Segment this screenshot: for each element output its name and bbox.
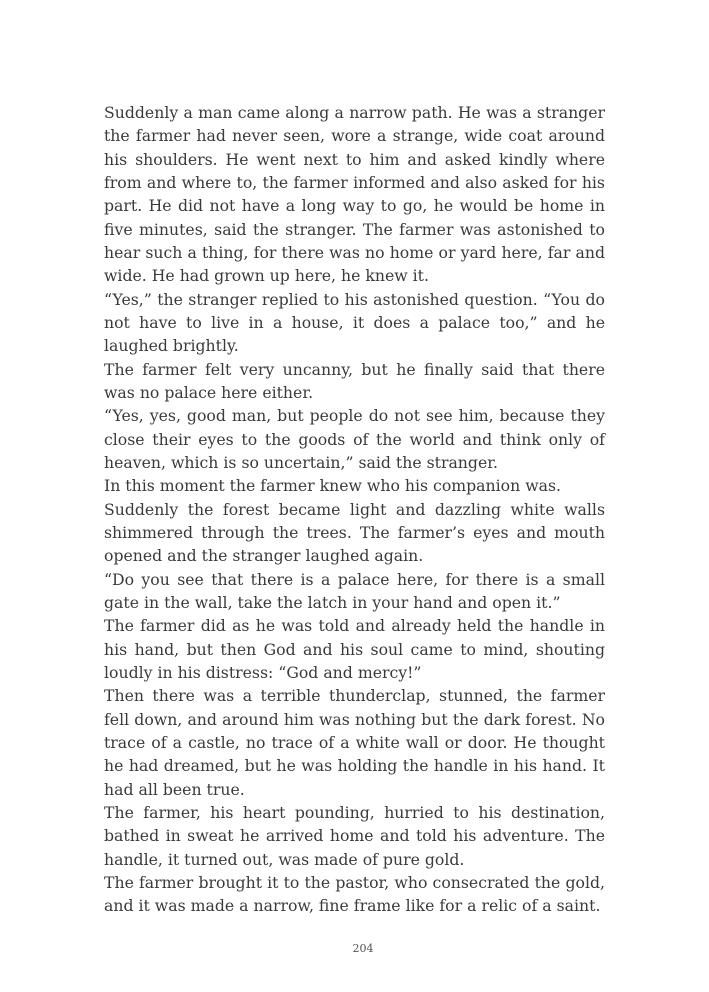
paragraph: Suddenly a man came along a narrow path. He was a stranger the farmer had never seen, wore a strange, wide coat around his shoulders. He went next to him and asked kindly where from and where to, the farmer informed and also asked for his part. He did not have a long way to go, he would be home in five minutes, said the stranger. The farmer was astonished to hear such a thing, for there was no home or yard here, far and wide. He had grown up here, he knew it. xyxy=(104,103,605,286)
paragraph: “Yes, yes, good man, but people do not see him, because they close their eyes to the goods of the world and think only of heaven, which is so uncertain,” said the stranger. xyxy=(104,406,605,472)
paragraph: The farmer did as he was told and already held the handle in his hand, but then God and his soul came to mind, shouting loudly in his distress: “God and mercy!” xyxy=(104,616,605,682)
paragraph: The farmer, his heart pounding, hurried to his destination, bathed in sweat he arrived home and told his adventure. The handle, it turned out, was made of pure gold. xyxy=(104,802,605,869)
paragraph: “Yes,” the stranger replied to his astonished question. “You do not have to live in a house, it does a palace too,” and he laughed brightly. xyxy=(104,289,605,356)
paragraph: “Do you see that there is a palace here, for there is a small gate in the wall, take the latch in your hand and open it.” xyxy=(104,569,605,612)
page-number: 204 xyxy=(352,942,374,955)
page-body xyxy=(104,101,605,917)
paragraph: Then there was a terrible thunderclap, stunned, the farmer fell down, and around him was nothing but the dark forest. No trace of a castle, no trace of a white wall or door. He thought he had dreamed, but he was holding the handle in his hand. It had all been true. xyxy=(104,686,605,799)
paragraph: Suddenly the forest became light and dazzling white walls shimmered through the trees. The farmer’s eyes and mouth opened and the stranger laughed again. xyxy=(104,499,605,566)
paragraph: The farmer brought it to the pastor, who consecrated the gold, and it was made a narrow, fine frame like for a relic of a saint. xyxy=(104,872,605,916)
paragraph: In this moment the farmer knew who his companion was. xyxy=(104,476,562,496)
paragraph: The farmer felt very uncanny, but he finally said that there was no palace here either. xyxy=(104,359,605,402)
